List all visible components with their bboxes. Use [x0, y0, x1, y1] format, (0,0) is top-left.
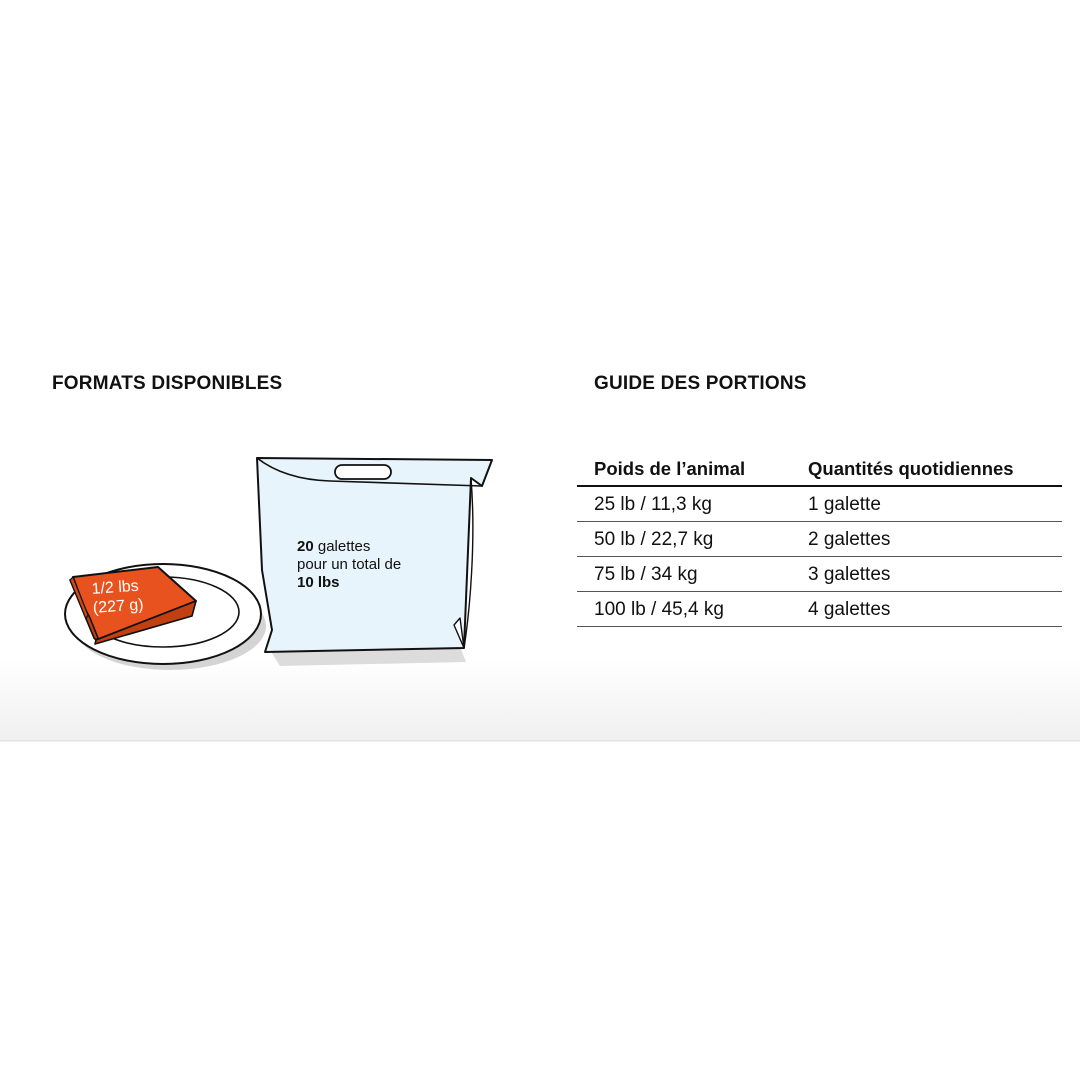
cell-quantity: 3 galettes	[808, 557, 1062, 592]
patty-label	[91, 576, 144, 617]
bag-count: 20	[297, 538, 314, 555]
table-row	[577, 486, 1062, 522]
bag-total-weight: 10 lbs	[297, 574, 340, 591]
table-row	[577, 557, 1062, 592]
background-band-edge	[0, 740, 1080, 741]
cell-weight: 75 lb / 34 kg	[577, 557, 808, 592]
cell-quantity: 2 galettes	[808, 522, 1062, 557]
patty-weight-metric: (227 g)	[92, 596, 145, 617]
patty-weight: 1/2 lbs	[91, 577, 140, 598]
cell-weight: 100 lb / 45,4 kg	[577, 592, 808, 627]
portion-table	[577, 455, 1062, 627]
formats-illustration	[30, 450, 510, 680]
table-row	[577, 592, 1062, 627]
column-header-quantity: Quantités quotidiennes	[808, 455, 1062, 486]
cell-weight: 50 lb / 22,7 kg	[577, 522, 808, 557]
table-header-row	[577, 455, 1062, 486]
formats-heading: FORMATS DISPONIBLES	[52, 373, 283, 394]
table-row	[577, 522, 1062, 557]
bag-total-text: pour un total de	[297, 556, 402, 573]
bag-count-line	[297, 538, 401, 556]
portions-heading: GUIDE DES PORTIONS	[594, 373, 807, 394]
bag-handle-icon	[335, 465, 391, 479]
formats-illustration-drawing	[30, 450, 510, 680]
bag-label	[297, 538, 401, 592]
cell-quantity: 1 galette	[808, 486, 1062, 522]
cell-quantity: 4 galettes	[808, 592, 1062, 627]
cell-weight: 25 lb / 11,3 kg	[577, 486, 808, 522]
column-header-weight: Poids de l’animal	[577, 455, 808, 486]
bag-count-unit: galettes	[313, 538, 371, 555]
